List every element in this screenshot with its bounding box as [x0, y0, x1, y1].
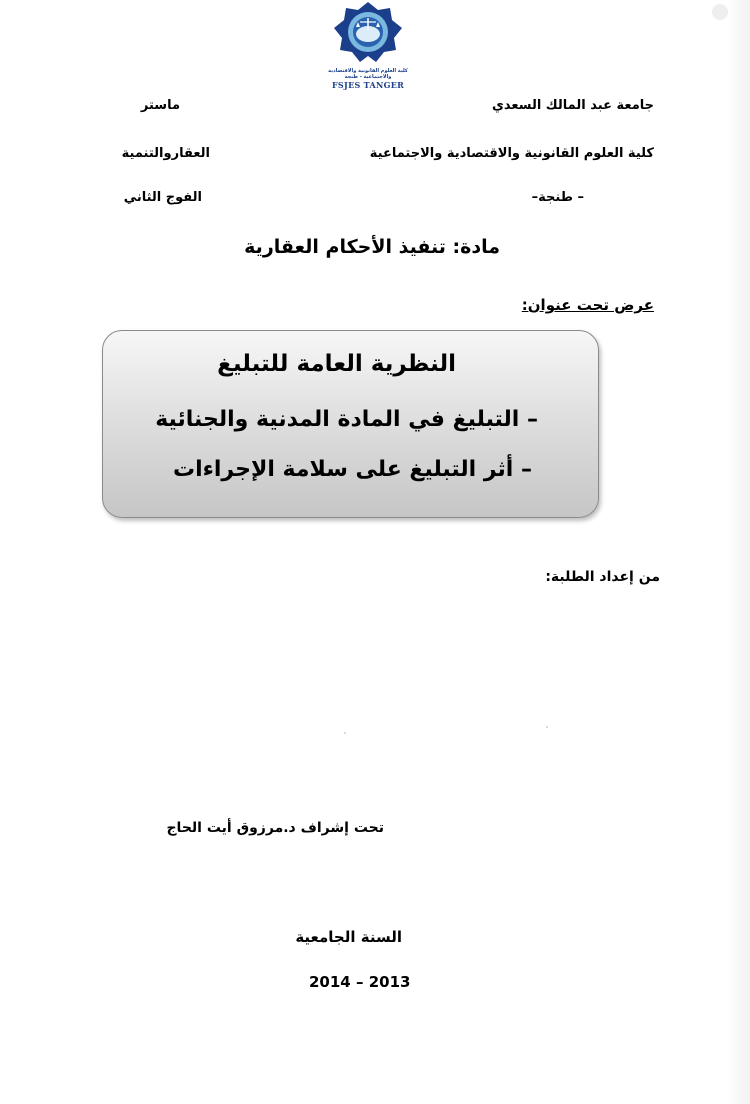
page-edge-shadow: [726, 0, 750, 1104]
subtitle-one: – التبليغ في المادة المدنية والجنائية: [155, 407, 538, 432]
students-label: من إعداد الطلبة:: [545, 569, 660, 585]
corner-mark: [712, 4, 728, 20]
specialty-label: العقاروالتنمية: [121, 146, 210, 161]
degree-label: ماستر: [140, 98, 180, 113]
main-title: النظرية العامة للتبليغ: [217, 351, 456, 377]
faint-mark: [546, 726, 548, 728]
faculty-logo: [318, 0, 418, 96]
academic-year-label: السنة الجامعية: [295, 928, 402, 946]
subject-title: مادة: تنفيذ الأحكام العقارية: [244, 236, 500, 258]
logo-tag: FSJES TANGER: [331, 80, 405, 90]
group-label: الفوج الثاني: [123, 190, 202, 205]
city-name: – طنجة–: [531, 190, 584, 205]
faculty-emblem-icon: [328, 0, 408, 68]
subtitle-two: – أثر التبليغ على سلامة الإجراءات: [172, 457, 532, 482]
faculty-name: كلية العلوم القانونية والاقتصادية والاجتماعية: [369, 146, 654, 161]
logo-caption: كلية العلوم القانونية والاقتصادية والاجتماعية - طنجة: [328, 68, 408, 80]
supervisor-line: تحت إشراف د.مرزوق أيت الحاج: [166, 820, 384, 836]
academic-year: 2014 – 2013: [309, 973, 411, 991]
university-name: جامعة عبد المالك السعدي: [491, 98, 654, 113]
title-box: [102, 330, 599, 518]
faint-mark: [344, 732, 346, 734]
presentation-label: عرض تحت عنوان:: [521, 296, 654, 314]
